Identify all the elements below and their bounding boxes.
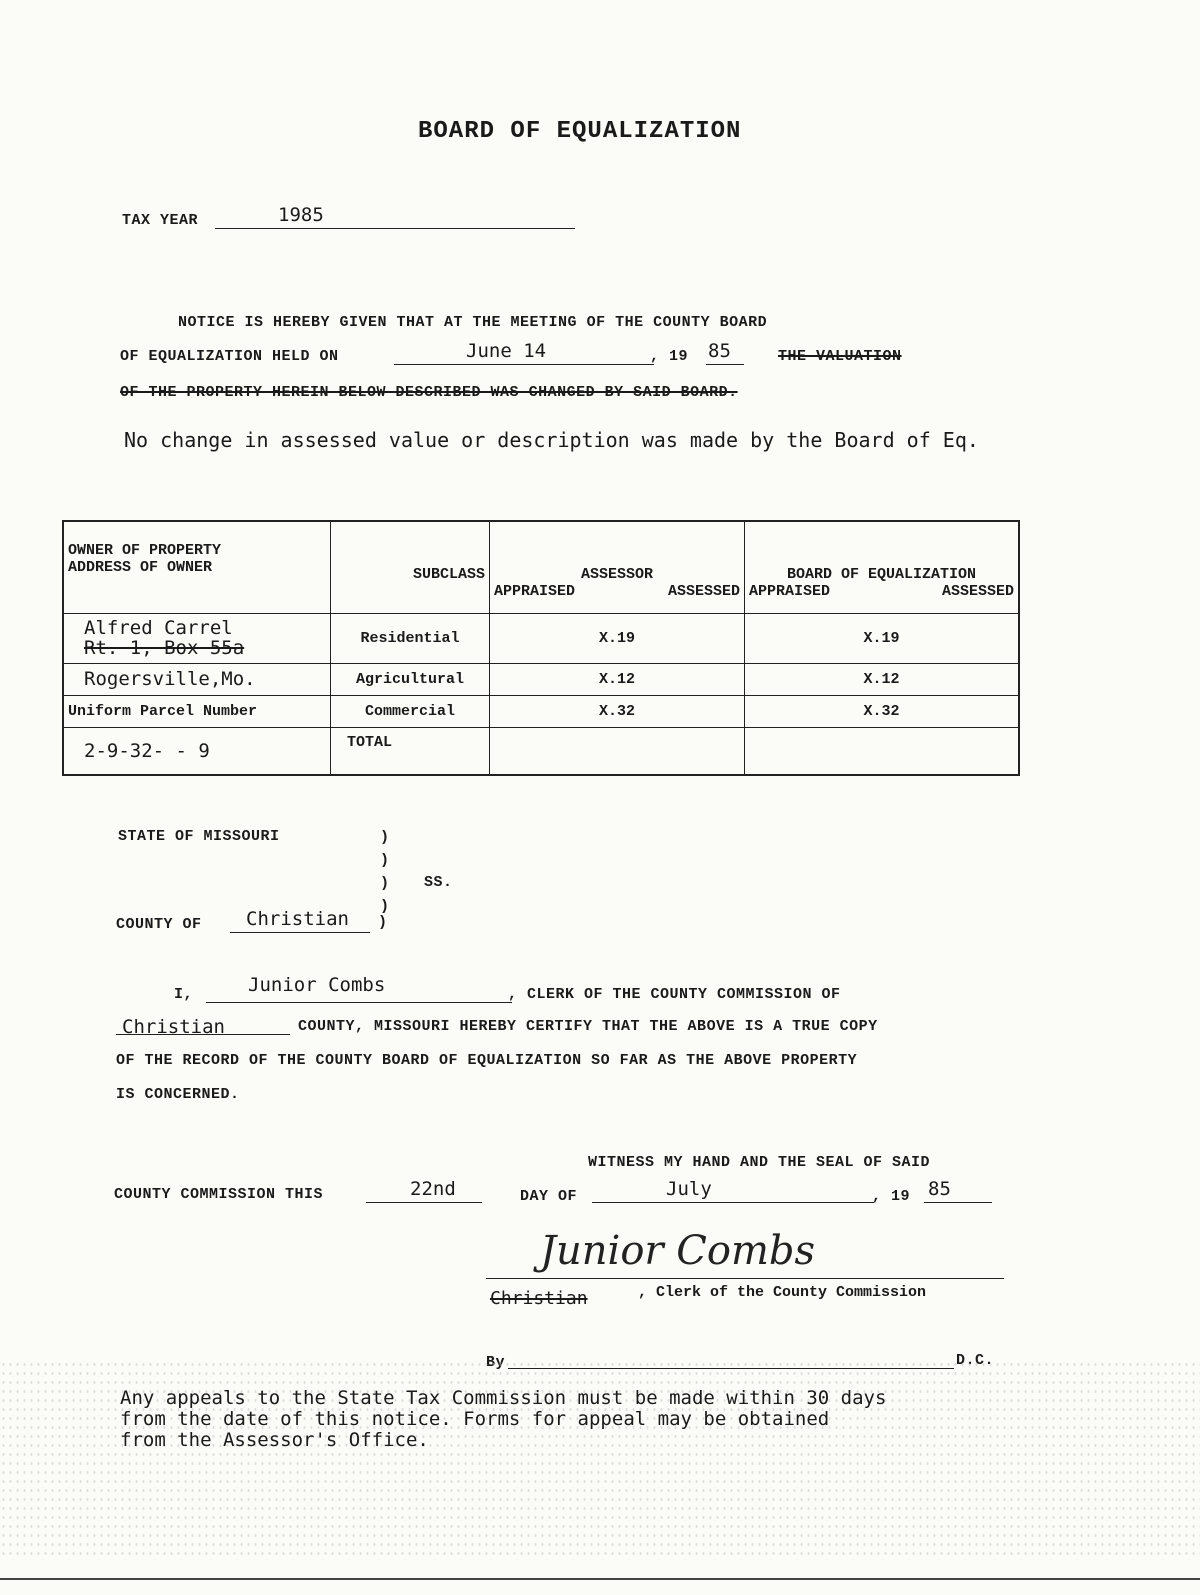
witness-day-of: DAY OF bbox=[520, 1188, 578, 1205]
assessor-rate-cell: X.12 bbox=[490, 663, 745, 695]
witness-day: 22nd bbox=[410, 1178, 456, 1200]
boe-total-cell bbox=[745, 727, 1020, 775]
no-change-note: No change in assessed value or description was made by the Board of Eq. bbox=[124, 428, 979, 452]
owner-address-line2: Rogersville,Mo. bbox=[63, 663, 331, 695]
appeal-line-3: from the Assessor's Office. bbox=[120, 1429, 429, 1451]
subclass-cell: Commercial bbox=[331, 695, 490, 727]
assessor-header-label: ASSESSOR bbox=[580, 566, 653, 583]
witness-month: July bbox=[666, 1178, 712, 1200]
witness-year-underline bbox=[924, 1202, 992, 1203]
assessor-assessed-header: ASSESSED bbox=[667, 583, 740, 600]
boe-header bbox=[745, 521, 1020, 613]
meeting-date-underline bbox=[394, 364, 654, 365]
owner-address-line1: Rt. 1, Box 55a bbox=[84, 637, 245, 659]
appeal-line-1: Any appeals to the State Tax Commission must be made within 30 days bbox=[120, 1387, 887, 1409]
witness-month-underline bbox=[592, 1202, 874, 1203]
owner-header-line2: ADDRESS OF OWNER bbox=[68, 559, 213, 576]
venue-brackets: ) ) ) ) bbox=[380, 829, 390, 915]
owner-header bbox=[63, 521, 331, 613]
boe-header-label: BOARD OF EQUALIZATION bbox=[786, 566, 977, 583]
boe-rate-cell: X.12 bbox=[745, 663, 1020, 695]
cert-i-label: I, bbox=[174, 986, 194, 1003]
struck-property-text: OF THE PROPERTY HEREIN BELOW DESCRIBED WAS CHANGED BY SAID BOARD. bbox=[120, 384, 738, 401]
meeting-date: June 14 bbox=[466, 340, 547, 362]
county-label: COUNTY OF bbox=[116, 916, 202, 933]
assessor-rate-cell: X.19 bbox=[490, 613, 745, 663]
tax-year-label: TAX YEAR bbox=[122, 212, 199, 229]
appeal-line-2: from the date of this notice. Forms for appeal may be obtained bbox=[120, 1408, 830, 1430]
witness-year-prefix: , 19 bbox=[872, 1188, 911, 1205]
assessor-header bbox=[490, 521, 745, 613]
signature-line bbox=[486, 1278, 1004, 1279]
property-table bbox=[62, 520, 1020, 776]
cert-clerk-text: , CLERK OF THE COUNTY COMMISSION OF bbox=[508, 986, 841, 1003]
venue-county: Christian bbox=[246, 908, 349, 930]
assessor-appraised-header: APPRAISED bbox=[494, 583, 576, 600]
clerk-name-underline bbox=[206, 1002, 512, 1003]
page-bottom-rule bbox=[0, 1578, 1200, 1580]
signature-county: Christian bbox=[490, 1288, 588, 1309]
parcel-number: 2-9-32- - 9 bbox=[63, 727, 331, 775]
boe-rate-cell: X.19 bbox=[745, 613, 1020, 663]
assessor-rate-cell: X.32 bbox=[490, 695, 745, 727]
table-row bbox=[63, 727, 1019, 775]
total-label: TOTAL bbox=[331, 727, 490, 775]
subclass-cell: Residential bbox=[331, 613, 490, 663]
cert-line-2: COUNTY, MISSOURI HEREBY CERTIFY THAT THE ABOVE IS A TRUE COPY bbox=[298, 1018, 878, 1035]
table-row bbox=[63, 695, 1019, 727]
notice-line-1: NOTICE IS HEREBY GIVEN THAT AT THE MEETING OF THE COUNTY BOARD bbox=[178, 314, 768, 331]
by-label: By bbox=[486, 1354, 506, 1371]
meeting-year-underline bbox=[706, 364, 744, 365]
witness-line-1: WITNESS MY HAND AND THE SEAL OF SAID bbox=[588, 1154, 931, 1171]
tax-year-underline bbox=[215, 228, 575, 229]
owner-name-cell bbox=[63, 613, 331, 663]
assessor-total-cell bbox=[490, 727, 745, 775]
parcel-label: Uniform Parcel Number bbox=[63, 695, 331, 727]
boe-assessed-header: ASSESSED bbox=[941, 583, 1014, 600]
subclass-cell: Agricultural bbox=[331, 663, 490, 695]
table-row bbox=[63, 663, 1019, 695]
table-row bbox=[63, 613, 1019, 663]
venue-bracket-close: ) bbox=[378, 914, 388, 931]
notice-line-2: OF EQUALIZATION HELD ON bbox=[120, 348, 339, 365]
clerk-signature: Junior Combs bbox=[540, 1228, 816, 1274]
document-title: BOARD OF EQUALIZATION bbox=[418, 118, 742, 145]
county-underline bbox=[230, 932, 370, 933]
struck-valuation: THE VALUATION bbox=[778, 348, 902, 365]
owner-header-line1: OWNER OF PROPERTY bbox=[68, 542, 222, 559]
boe-appraised-header: APPRAISED bbox=[749, 583, 831, 600]
signature-title: , Clerk of the County Commission bbox=[638, 1284, 927, 1301]
meeting-year-prefix: , 19 bbox=[650, 348, 689, 365]
state-label: STATE OF MISSOURI bbox=[118, 828, 280, 845]
owner-name: Alfred Carrel bbox=[84, 617, 233, 639]
cert-line-4: IS CONCERNED. bbox=[116, 1086, 240, 1103]
witness-prefix: COUNTY COMMISSION THIS bbox=[114, 1186, 324, 1203]
tax-year-value: 1985 bbox=[278, 204, 324, 226]
dc-label: D.C. bbox=[956, 1352, 995, 1369]
cert-county: Christian bbox=[122, 1016, 225, 1038]
table-header-row bbox=[63, 521, 1019, 613]
witness-year: 85 bbox=[928, 1178, 951, 1200]
appeal-notice bbox=[120, 1388, 886, 1451]
ss-label: SS. bbox=[424, 874, 453, 891]
clerk-name: Junior Combs bbox=[248, 974, 386, 996]
subclass-header: SUBCLASS bbox=[331, 521, 490, 613]
meeting-year: 85 bbox=[708, 340, 731, 362]
witness-day-underline bbox=[366, 1202, 482, 1203]
boe-rate-cell: X.32 bbox=[745, 695, 1020, 727]
cert-line-3: OF THE RECORD OF THE COUNTY BOARD OF EQUALIZATION SO FAR AS THE ABOVE PROPERTY bbox=[116, 1052, 858, 1069]
